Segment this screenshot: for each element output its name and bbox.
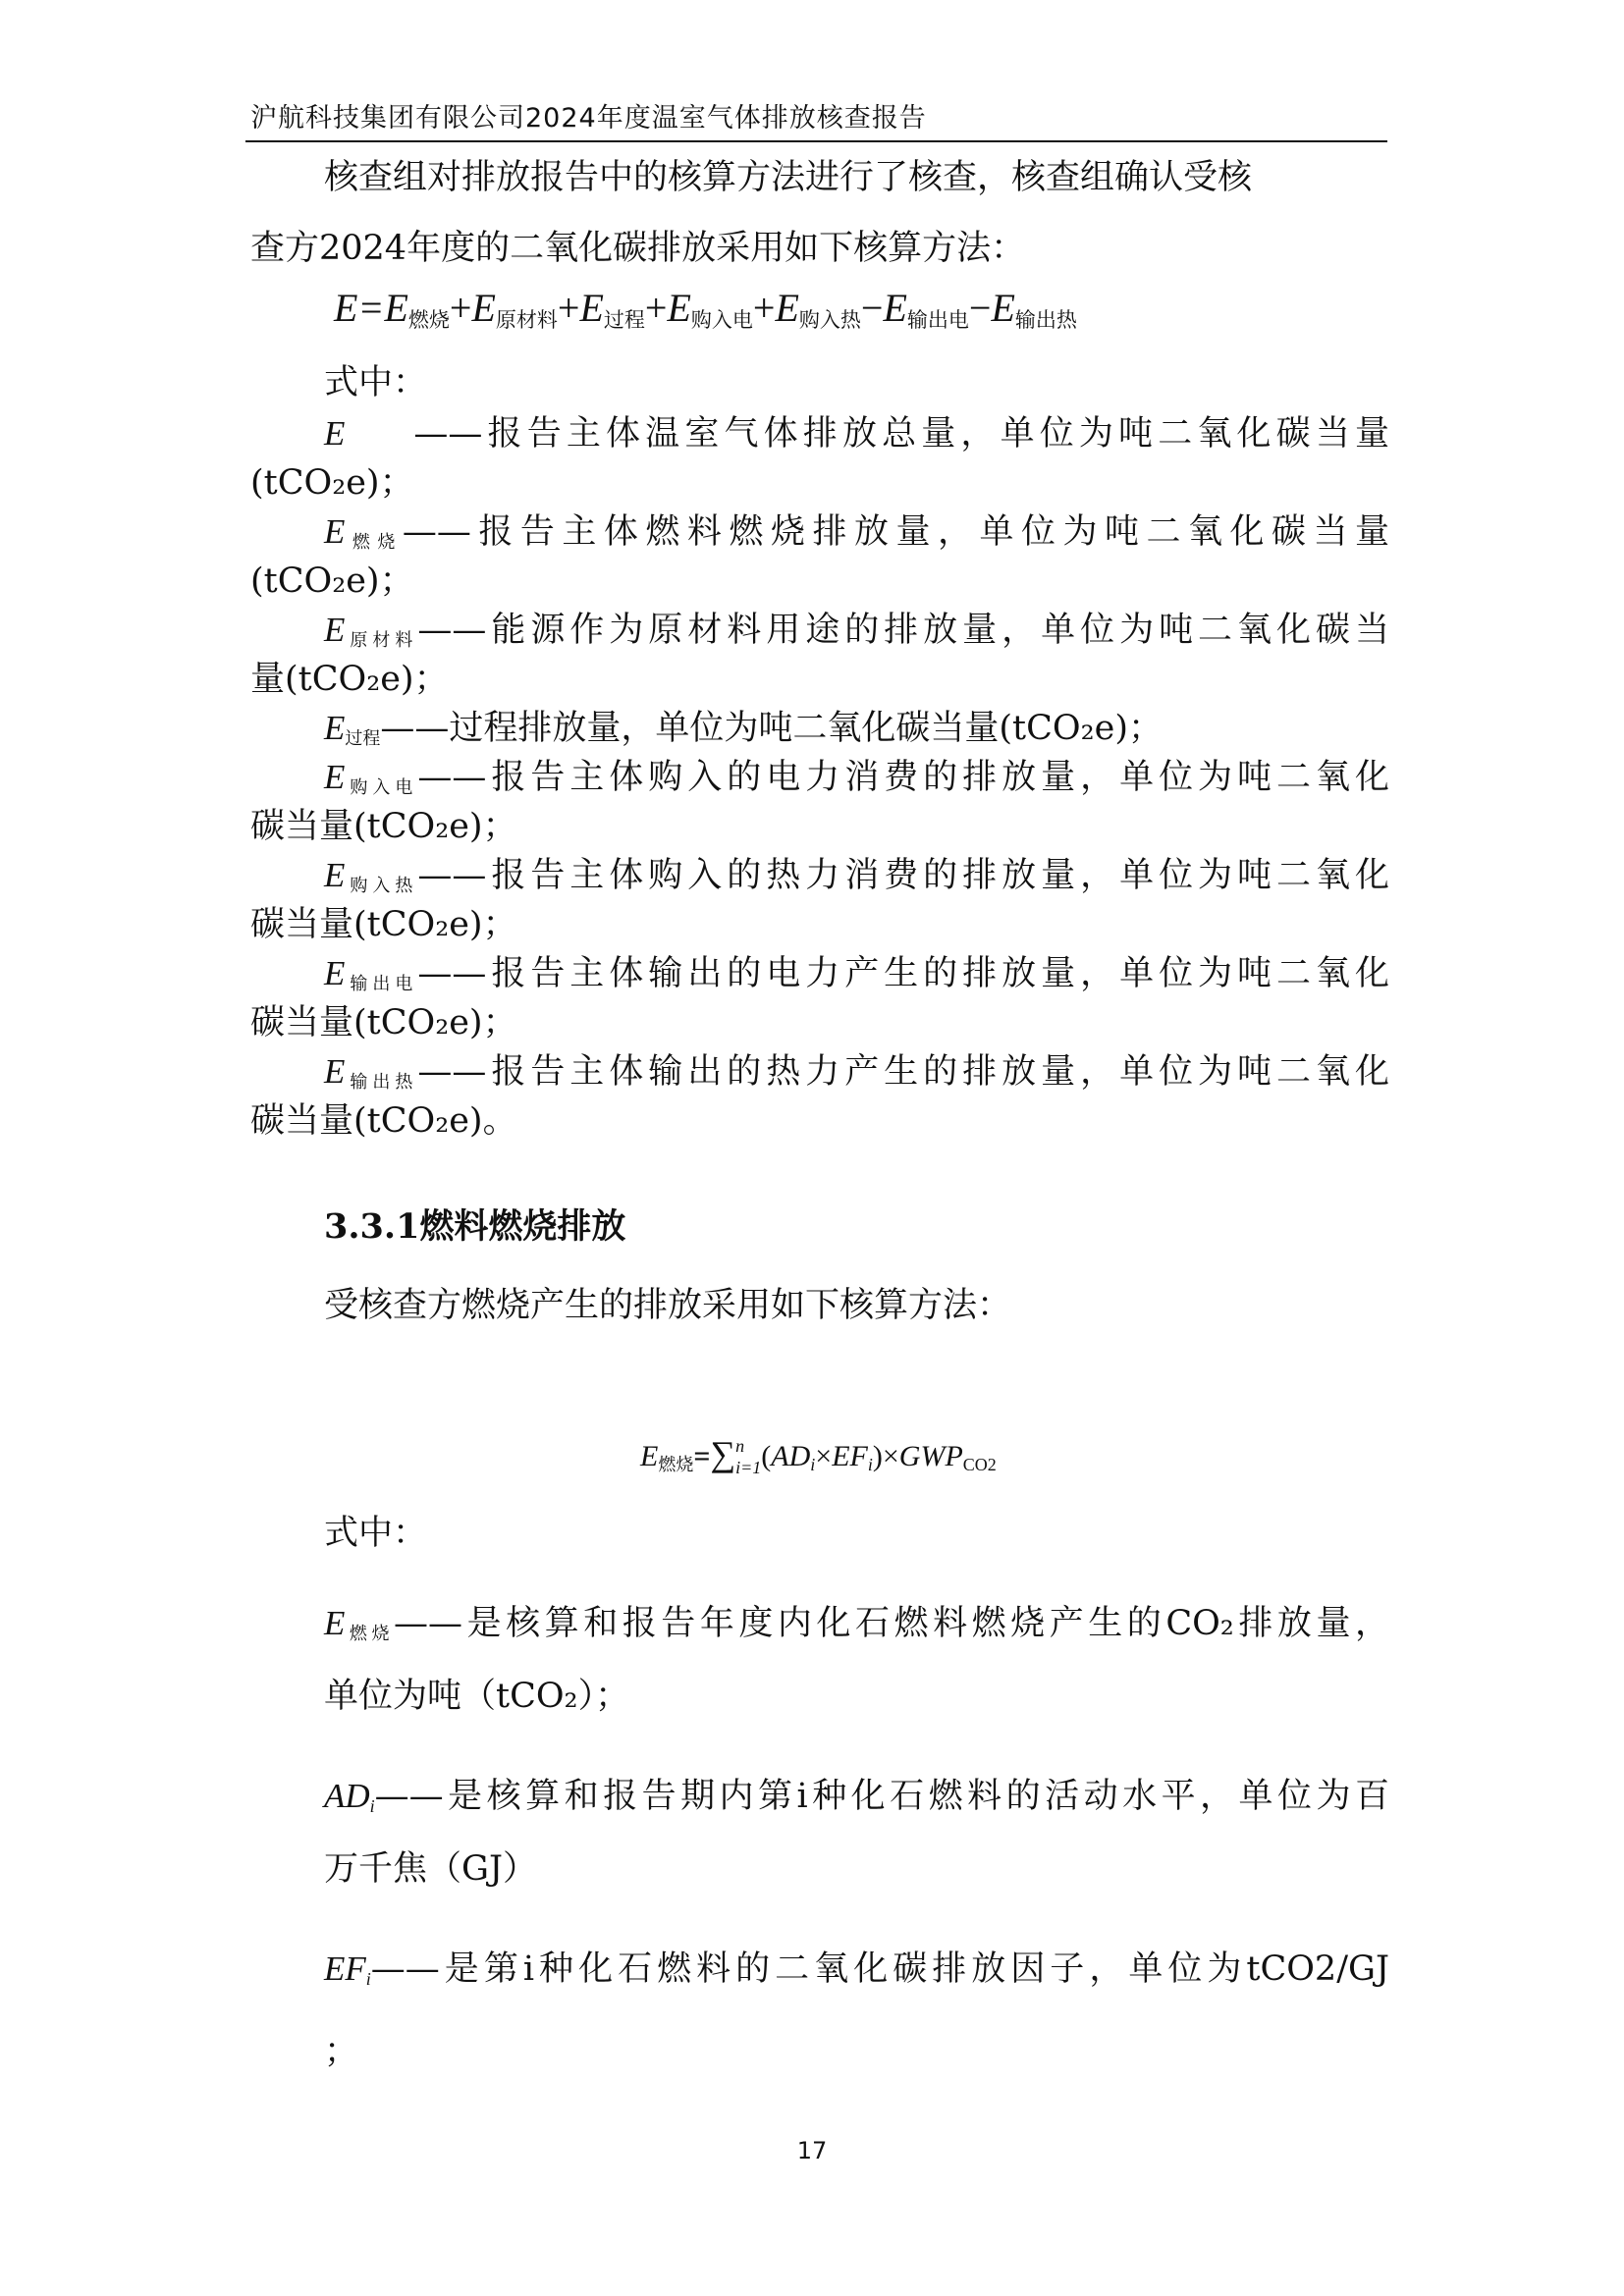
definition2-line-cont: 单位为吨（tCO₂）； bbox=[324, 1677, 630, 1716]
definition2-line bbox=[324, 1600, 1389, 1658]
formula2-paren: ) bbox=[872, 1440, 883, 1472]
definition2-text: ——是核算和报告年度内化石燃料燃烧产生的CO₂排放量， bbox=[394, 1604, 1390, 1643]
definition-text: ——报告主体购入的热力消费的排放量，单位为吨二氧化 bbox=[417, 856, 1389, 895]
formula-sign: + bbox=[644, 286, 668, 330]
definition2-line bbox=[324, 1773, 1389, 1830]
formula2-lhs: E bbox=[640, 1440, 659, 1472]
definition2-var: AD bbox=[324, 1777, 370, 1815]
definition-var: E bbox=[324, 954, 346, 992]
formula-term: E bbox=[667, 286, 691, 330]
definition-sub: 原材料 bbox=[345, 630, 418, 651]
formula-term: E bbox=[883, 286, 907, 330]
formula-term-sub: 购入电 bbox=[690, 308, 753, 332]
formula-term-sub: 燃烧 bbox=[407, 308, 450, 332]
formula-term-sub: 输出电 bbox=[906, 308, 969, 332]
formula2-lhs-sub: 燃烧 bbox=[658, 1455, 694, 1475]
definition-text: ——过程排放量，单位为吨二氧化碳当量(tCO₂e)； bbox=[380, 709, 1163, 748]
definition-line-cont: 碳当量(tCO₂e)； bbox=[250, 905, 517, 944]
section-intro: 受核查方燃烧产生的排放采用如下核算方法： bbox=[324, 1286, 1012, 1325]
definitions-label: 式中： bbox=[324, 363, 428, 402]
definition-text: ——报告主体输出的热力产生的排放量，单位为吨二氧化 bbox=[417, 1052, 1389, 1092]
definition-text: ——报告主体购入的电力消费的排放量，单位为吨二氧化 bbox=[417, 758, 1389, 797]
definition-var: E bbox=[324, 611, 346, 649]
definition-text: ——报告主体温室气体排放总量，单位为吨二氧化碳当量 bbox=[413, 414, 1389, 454]
section-heading: 3.3.1燃料燃烧排放 bbox=[324, 1206, 626, 1247]
formula2-ad: AD bbox=[771, 1440, 811, 1472]
formula2-ef-sub: i bbox=[867, 1455, 873, 1474]
formula-term-sub: 购入热 bbox=[798, 308, 861, 332]
formula-term: E bbox=[775, 286, 799, 330]
formula-term: E bbox=[384, 286, 408, 330]
definition2-line-cont: ； bbox=[324, 2032, 359, 2071]
definition-sub: 购入电 bbox=[345, 777, 418, 798]
formula2-ad-sub: i bbox=[810, 1455, 816, 1474]
formula-term-sub: 输出热 bbox=[1014, 308, 1077, 332]
formula-term-sub: 原材料 bbox=[495, 308, 558, 332]
definition-text: ——报告主体燃料燃烧排放量，单位为吨二氧化碳当量 bbox=[402, 512, 1389, 552]
formula-term: E bbox=[991, 286, 1015, 330]
definition-sub: 输出电 bbox=[345, 974, 418, 994]
formula2-gwp: GWP bbox=[898, 1440, 963, 1472]
definition2-sub: i bbox=[365, 1969, 371, 1989]
definition-line bbox=[324, 410, 1389, 457]
page-number: 17 bbox=[796, 2137, 828, 2164]
formula-sign: + bbox=[752, 286, 776, 330]
definition-line-cont: 碳当量(tCO₂e)。 bbox=[250, 1101, 517, 1141]
sigma-upper: n bbox=[735, 1436, 745, 1457]
sigma-symbol: ∑ bbox=[710, 1434, 736, 1473]
formula-sign: + bbox=[449, 286, 472, 330]
definition-sub: 购入热 bbox=[345, 876, 418, 896]
intro-line-2: 查方2024年度的二氧化碳排放采用如下核算方法： bbox=[250, 229, 1026, 268]
definition-sub: 燃烧 bbox=[345, 532, 403, 553]
definition-line-cont: (tCO₂e)； bbox=[250, 561, 414, 601]
definition2-text: ——是第i种化石燃料的二氧化碳排放因子，单位为tCO2/GJ bbox=[370, 1949, 1389, 1989]
formula2-times: × bbox=[815, 1440, 833, 1472]
definition2-sub: 燃烧 bbox=[345, 1624, 395, 1644]
formula-lhs: E= bbox=[334, 286, 385, 330]
combustion-formula bbox=[640, 1433, 997, 1480]
formula-sign: + bbox=[557, 286, 580, 330]
definition-sub: 输出热 bbox=[345, 1072, 418, 1093]
definition-var: E bbox=[324, 1052, 346, 1091]
formula-sign: − bbox=[860, 286, 884, 330]
definition2-var: E bbox=[324, 1604, 346, 1642]
definition-line-cont: 量(tCO₂e)； bbox=[250, 660, 449, 699]
formula-term-sub: 过程 bbox=[603, 308, 645, 332]
formula-term: E bbox=[471, 286, 496, 330]
definition-text: ——报告主体输出的电力产生的排放量，单位为吨二氧化 bbox=[417, 954, 1389, 993]
definition-line-cont: (tCO₂e)； bbox=[250, 463, 414, 503]
page-header: 沪航科技集团有限公司2024年度温室气体排放核查报告 bbox=[250, 103, 927, 133]
definition-line-cont: 碳当量(tCO₂e)； bbox=[250, 1003, 517, 1042]
definition-var: E bbox=[324, 856, 346, 894]
formula2-gwp-sub: CO2 bbox=[962, 1455, 997, 1474]
definition-var: E bbox=[324, 414, 346, 453]
formula-sign: − bbox=[968, 286, 992, 330]
definition2-line-cont: 万千焦（GJ） bbox=[324, 1849, 537, 1889]
definition-var: E bbox=[324, 709, 346, 747]
definition2-text: ——是核算和报告期内第i种化石燃料的活动水平，单位为百 bbox=[374, 1777, 1389, 1816]
formula2-eq: = bbox=[693, 1440, 711, 1472]
definition-var: E bbox=[324, 758, 346, 796]
definition2-line bbox=[324, 1946, 1389, 2002]
definition2-sub: i bbox=[369, 1796, 375, 1816]
sigma-lower: i=1 bbox=[735, 1458, 762, 1478]
formula-term: E bbox=[579, 286, 604, 330]
formula2-paren: ( bbox=[761, 1440, 772, 1472]
sigma-limits bbox=[735, 1435, 761, 1478]
definition-var: E bbox=[324, 512, 346, 551]
header-rule bbox=[245, 140, 1387, 142]
definition-line-cont: 碳当量(tCO₂e)； bbox=[250, 807, 517, 846]
definition-sub: 过程 bbox=[345, 728, 381, 749]
formula2-times: × bbox=[882, 1440, 899, 1472]
definition2-var: EF bbox=[324, 1949, 366, 1988]
intro-line-1: 核查组对排放报告中的核算方法进行了核查，核查组确认受核 bbox=[324, 158, 1253, 197]
definition-text: ——能源作为原材料用途的排放量，单位为吨二氧化碳当 bbox=[417, 611, 1389, 650]
definitions2-label: 式中： bbox=[324, 1514, 428, 1553]
main-formula bbox=[334, 285, 1077, 334]
formula2-ef: EF bbox=[832, 1440, 868, 1472]
